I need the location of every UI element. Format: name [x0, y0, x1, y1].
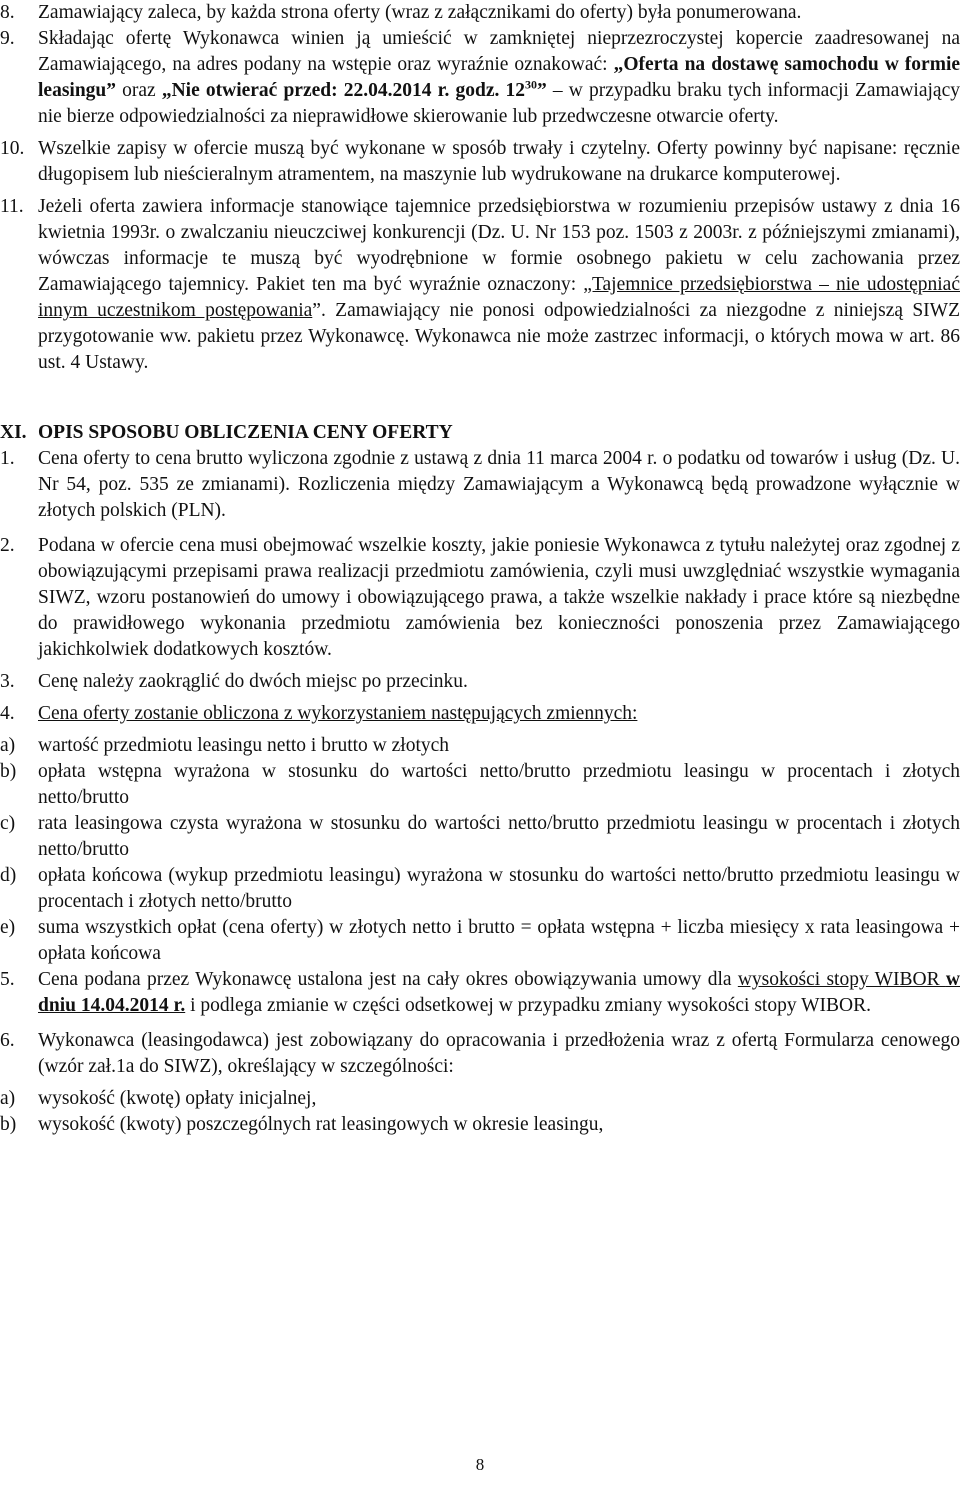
- item-text: wartość przedmiotu leasingu netto i brutto w złotych: [38, 735, 450, 756]
- item-text: Cena podana przez Wykonawcę ustalona jest na cały okres obowiązywania umowy dla: [38, 969, 738, 990]
- item-number: 4.: [0, 703, 15, 724]
- secret-label: „Tajemnice przedsiębiorstwa – nie udostępniać innym uczestnikom postępowania: [38, 274, 960, 321]
- item-text: Składając ofertę Wykonawca winien ją umieścić w zamkniętej nieprzezroczystej kopercie zaadresowanej na Zamawiającego, na adres podany na wstępie oraz wyraźnie oznakować:: [38, 28, 960, 75]
- item-number: 9.: [0, 28, 15, 49]
- item-letter: a): [0, 735, 16, 756]
- hour-superscript: 30: [524, 77, 537, 92]
- variable-item-a: [0, 733, 960, 759]
- item-letter: b): [0, 1114, 17, 1135]
- item-number: 6.: [0, 1030, 15, 1051]
- item-text: opłata wstępna wyrażona w stosunku do wartości netto/brutto przedmiotu leasingu w procentach i złotych netto/brutto: [38, 761, 960, 808]
- item-text: rata leasingowa czysta wyrażona w stosunku do wartości netto/brutto przedmiotu leasingu w procentach i złotych netto/brutto: [38, 813, 960, 860]
- quote-close: ”: [536, 80, 547, 101]
- wibor-label: wysokości stopy WIBOR: [737, 969, 946, 990]
- offer-label: „Oferta na dostawę samochodu w formie leasingu”: [38, 54, 960, 101]
- item-text: ”. Zamawiający nie ponosi odpowiedzialności za niezgodne z niniejszą SIWZ przygotowanie ww. pakietu przez Wykonawcę. Wykonawca nie może zastrzec informacji, o których mowa w art. 86 ust. 4 Ustawy.: [38, 300, 960, 373]
- variable-item-d: [0, 863, 960, 915]
- item-letter: d): [0, 865, 17, 886]
- section-item-2: [0, 533, 960, 663]
- wibor-date: w dniu 14.04.2014 r.: [38, 969, 960, 1016]
- item-letter: a): [0, 1088, 16, 1109]
- form-item-b: [0, 1112, 960, 1138]
- item-text: Cenę należy zaokrąglić do dwóch miejsc po przecinku.: [38, 671, 468, 692]
- item-text: wysokość (kwotę) opłaty inicjalnej,: [38, 1088, 317, 1109]
- item-text: Cena oferty to cena brutto wyliczona zgodnie z ustawą z dnia 11 marca 2004 r. o podatku od towarów i usług (Dz. U. Nr 54, poz. 535 ze zmianami). Rozliczenia między Zamawiającym a Wykonawcą będą prowadzone wyłącznie w złotych polskich (PLN).: [38, 448, 960, 521]
- list-item-8: [0, 0, 960, 26]
- section-item-6: [0, 1028, 960, 1080]
- section-item-3: [0, 669, 960, 695]
- item-text: suma wszystkich opłat (cena oferty) w złotych netto i brutto = opłata wstępna + liczba miesięcy x rata leasingowa + opłata końcowa: [38, 917, 960, 964]
- variable-item-e: [0, 915, 960, 967]
- section-heading: [0, 420, 960, 446]
- item-number: 11.: [0, 196, 24, 217]
- item-number: 3.: [0, 671, 15, 692]
- item-number: 10.: [0, 138, 25, 159]
- do-not-open-label: „Nie otwierać przed: 22.04.2014 r. godz. 12: [161, 80, 525, 101]
- item-text: opłata końcowa (wykup przedmiotu leasingu) wyrażona w stosunku do wartości netto/brutto przedmiotu leasingu w procentach i złotych netto/brutto: [38, 865, 960, 912]
- item-text: Podana w ofercie cena musi obejmować wszelkie koszty, jakie poniesie Wykonawca z tytułu należytej oraz zgodnej z obowiązującymi przepisami prawa realizacji przedmiotu zamówienia, czyli musi uwzględniać wszystkie wymagania SIWZ, wzoru postanowień do umowy i obowiązującego prawa, a także wszelkie nakłady i prace które są niezbędne do prawidłowego wykonania przedmiotu zamówienia bez konieczności ponoszenia przez Zamawiającego jakichkolwiek dodatkowych kosztów.: [38, 535, 960, 660]
- section-number: XI.: [0, 422, 27, 443]
- item-number: 5.: [0, 969, 15, 990]
- item-text: Cena oferty zostanie obliczona z wykorzystaniem następujących zmiennych:: [38, 703, 638, 724]
- item-text: – w przypadku braku tych informacji Zamawiający nie bierze odpowiedzialności za nieprawidłowe skierowanie lub przedwczesne otwarcie oferty.: [38, 80, 960, 127]
- item-text: i podlega zmianie w części odsetkowej w przypadku zmiany wysokości stopy WIBOR.: [185, 995, 871, 1016]
- form-item-a: [0, 1086, 960, 1112]
- item-text: Jeżeli oferta zawiera informacje stanowiące tajemnice przedsiębiorstwa w rozumieniu przepisów ustawy z dnia 16 kwietnia 1993r. o zwalczaniu nieuczciwej konkurencji (Dz. U. Nr 153 poz. 1503 z 2003r. z późniejszymi zmianami), wówczas informacje te muszą być wyodrębnione w formie osobnego pakietu w celu zachowania przez Zamawiającego tajemnicy. Pakiet ten ma być wyraźnie oznaczony:: [38, 196, 960, 295]
- list-item-9: [0, 26, 960, 130]
- page-number: 8: [475, 1455, 485, 1474]
- variable-item-c: [0, 811, 960, 863]
- item-text: wysokość (kwoty) poszczególnych rat leasingowych w okresie leasingu,: [38, 1114, 604, 1135]
- item-text: Wszelkie zapisy w ofercie muszą być wykonane w sposób trwały i czytelny. Oferty powinny być napisane: ręcznie długopisem lub nieścieralnym atramentem, na maszynie lub wydrukowane na drukarce komputerowej.: [38, 138, 960, 185]
- item-letter: b): [0, 761, 17, 782]
- item-text: oraz: [116, 80, 162, 101]
- list-item-11: [0, 194, 960, 376]
- list-item-10: [0, 136, 960, 188]
- section-item-5: [0, 967, 960, 1019]
- item-letter: c): [0, 813, 16, 834]
- section-item-4: [0, 701, 960, 727]
- item-number: 8.: [0, 2, 15, 23]
- section-title: OPIS SPOSOBU OBLICZENIA CENY OFERTY: [38, 422, 453, 443]
- item-text: Zamawiający zaleca, by każda strona oferty (wraz z załącznikami do oferty) była ponumerowana.: [38, 2, 802, 23]
- section-item-1: [0, 446, 960, 524]
- variable-item-b: [0, 759, 960, 811]
- item-text: Wykonawca (leasingodawca) jest zobowiązany do opracowania i przedłożenia wraz z ofertą Formularza cenowego (wzór zał.1a do SIWZ), określający w szczególności:: [38, 1030, 960, 1077]
- item-number: 1.: [0, 448, 15, 469]
- item-letter: e): [0, 917, 16, 938]
- item-number: 2.: [0, 535, 15, 556]
